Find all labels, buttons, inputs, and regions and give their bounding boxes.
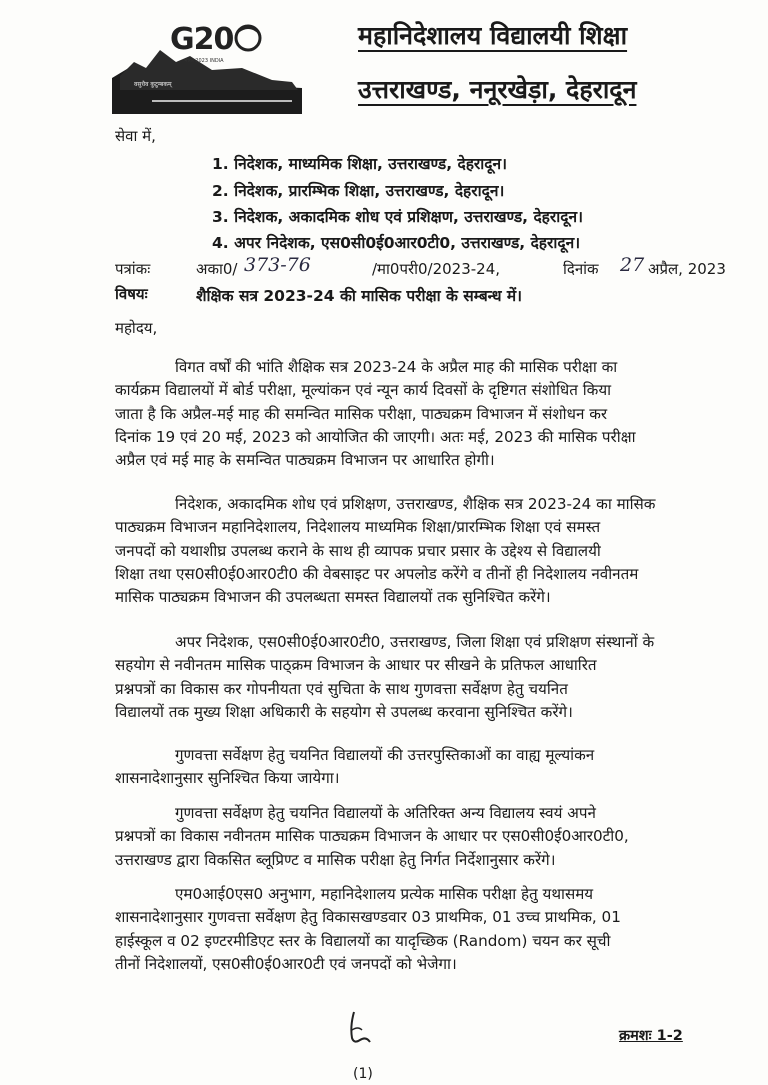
paragraph-line: मासिक पाठ्यक्रम विभाजन की उपलब्धता समस्त विद्यालयों तक सुनिश्चित करेंगे। [115, 588, 551, 607]
subject-text: शैक्षिक सत्र 2023-24 की मासिक परीक्षा के सम्बन्ध में। [196, 287, 523, 305]
paragraph-line: दिनांक 19 एवं 20 मई, 2023 को आयोजित की जाएगी। अतः मई, 2023 की मासिक परीक्षा [115, 427, 636, 446]
greeting: महोदय, [115, 319, 158, 337]
g20-logo [112, 16, 302, 114]
reference-handwritten-number: 373-76 [244, 254, 311, 276]
paragraph-4 [115, 744, 723, 791]
salutation-to: सेवा में, [115, 127, 156, 145]
subject-label: विषयः [115, 285, 148, 303]
signature-mark [340, 1008, 380, 1048]
paragraph-2 [115, 493, 723, 609]
logo-subtext: भारत 2023 INDIA [184, 58, 224, 64]
paragraph-line: विगत वर्षों की भांति शैक्षिक सत्र 2023-24 के अप्रैल माह की मासिक परीक्षा का [175, 358, 618, 376]
paragraph-line: निदेशक, अकादमिक शोध एवं प्रशिक्षण, उत्तराखण्ड, शैक्षिक सत्र 2023-24 का मासिक [175, 495, 656, 513]
addressee-2: 2. निदेशक, प्रारम्भिक शिक्षा, उत्तराखण्ड, देहरादून। [212, 182, 505, 200]
paragraph-line: गुणवत्ता सर्वेक्षण हेतु चयनित विद्यालयों की उत्तरपुस्तिकाओं का वाह्य मूल्यांकन [175, 746, 595, 764]
addressee-3: 3. निदेशक, अकादमिक शोध एवं प्रशिक्षण, उत्तराखण्ड, देहरादून। [212, 208, 583, 226]
paragraph-5 [115, 802, 723, 872]
header-address: उत्तराखण्ड, ननूरखेड़ा, देहरादून [358, 75, 637, 104]
paragraph-line: गुणवत्ता सर्वेक्षण हेतु चयनित विद्यालयों के अतिरिक्त अन्य विद्यालय स्वयं अपने [175, 804, 596, 822]
paragraph-line: शासनादेशानुसार सुनिश्चित किया जायेगा। [115, 769, 340, 788]
paragraph-line: हाईस्कूल व 02 इण्टरमीडिएट स्तर के विद्यालयों का यादृच्छिक (Random) चयन कर सूची [115, 931, 611, 950]
paragraph-line: अप्रैल एवं मई माह के समन्वित पाठ्यक्रम विभाजन पर आधारित होगी। [115, 451, 495, 470]
addressee-1: 1. निदेशक, माध्यमिक शिक्षा, उत्तराखण्ड, देहरादून। [212, 155, 507, 173]
paragraph-line: कार्यक्रम विद्यालयों में बोर्ड परीक्षा, मूल्यांकन एवं न्यून कार्य दिवसों के दृष्टिगत संशोधित किया [115, 381, 612, 400]
paragraph-line: अपर निदेशक, एस0सी0ई0आर0टी0, उत्तराखण्ड, जिला शिक्षा एवं प्रशिक्षण संस्थानों के [175, 633, 655, 651]
paragraph-line: पाठ्यक्रम विभाजन महानिदेशालय, निदेशालय माध्यमिक शिक्षा/प्रारम्भिक शिक्षा एवं समस्त [115, 518, 601, 537]
paragraph-line: सहयोग से नवीनतम मासिक पाठ्क्रम विभाजन के आधार पर सीखने के प्रतिफल आधारित [115, 656, 597, 675]
paragraph-line: प्रश्नपत्रों का विकास नवीनतम मासिक पाठ्यक्रम विभाजन के आधार पर एस0सी0ई0आर0टी0, [115, 827, 629, 846]
reference-suffix: /मा0परी0/2023-24, [372, 260, 501, 278]
addressee-4: 4. अपर निदेशक, एस0सी0ई0आर0टी0, उत्तराखण्ड, देहरादून। [212, 234, 581, 252]
logo-small-text: वसुधैव कुटुम्बकम् [134, 81, 172, 88]
paragraph-line: जनपदों को यथाशीघ्र उपलब्ध कराने के साथ ही व्यापक प्रचार प्रसार के उद्देश्य से विद्यालयी [115, 541, 601, 560]
paragraph-line: जाता है कि अप्रैल-मई माह की समन्वित मासिक परीक्षा, पाठ्यक्रम विभाजन में संशोधन कर [115, 404, 608, 423]
date-day-handwritten: 27 [620, 254, 645, 276]
paragraph-line: एम0आई0एस0 अनुभाग, महानिदेशालय प्रत्येक मासिक परीक्षा हेतु यथासमय [175, 885, 594, 903]
reference-prefix: अका0/ [196, 260, 238, 278]
paragraph-line: शिक्षा तथा एस0सी0ई0आर0टी0 की वेबसाइट पर अपलोड करेंगे व तीनों ही निदेशालय नवीनतम [115, 564, 639, 583]
continuation-note: क्रमशः 1-2 [619, 1028, 683, 1044]
paragraph-6 [115, 883, 723, 976]
paragraph-line: विद्यालयों तक मुख्य शिक्षा अधिकारी के सहयोग से उपलब्ध करवाना सुनिश्चित करेंगे। [115, 702, 573, 721]
date-label: दिनांक [563, 260, 599, 278]
page-number: (1) [353, 1066, 373, 1082]
logo-text: G20 [170, 22, 234, 57]
paragraph-line: प्रश्नपत्रों का विकास कर गोपनीयता एवं सुचिता के साथ गुणवत्ता सर्वेक्षण हेतु चयनित [115, 679, 568, 698]
header-title: महानिदेशालय विद्यालयी शिक्षा [358, 21, 628, 50]
paragraph-line: उत्तराखण्ड द्वारा विकसित ब्लूप्रिण्ट व मासिक परीक्षा हेतु निर्गत निर्देशानुसार करेंगे। [115, 850, 556, 869]
paragraph-line: तीनों निदेशालयों, एस0सी0ई0आर0टी एवं जनपदों को भेजेगा। [115, 954, 457, 973]
reference-label: पत्रांकः [115, 260, 151, 278]
paragraph-1 [115, 356, 723, 472]
date-rest: अप्रैल, 2023 [648, 260, 726, 278]
paragraph-line: शासनादेशानुसार गुणवत्ता सर्वेक्षण हेतु विकासखण्डवार 03 प्राथमिक, 01 उच्च प्राथमिक, 01 [115, 908, 621, 927]
paragraph-3 [115, 631, 723, 724]
